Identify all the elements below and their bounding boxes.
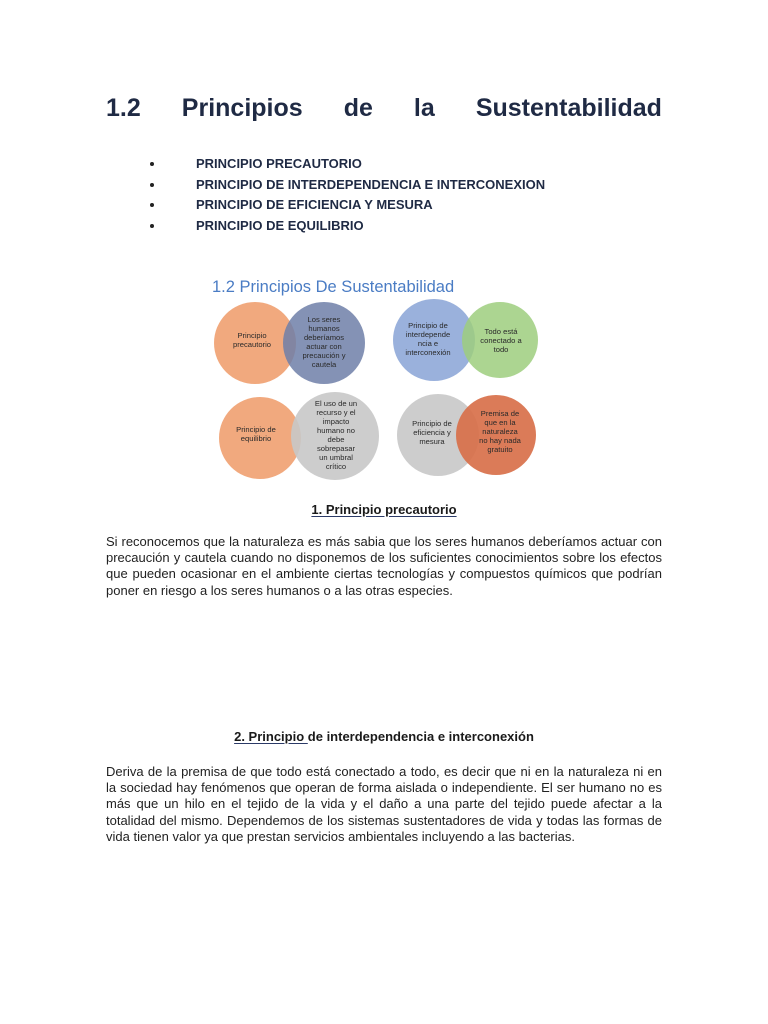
section-1-title-text: 1. Principio precautorio	[311, 502, 457, 517]
diagram-label-line: recurso y el	[316, 408, 356, 417]
bullet-icon	[150, 203, 154, 207]
diagram-label-line: actuar con	[306, 342, 342, 351]
diagram-label-line: El uso de un	[314, 399, 358, 408]
diagram-title: 1.2 Principios De Sustentabilidad	[212, 278, 455, 296]
diagram-label-line: interdepende	[405, 330, 451, 339]
title-word: de	[343, 94, 373, 122]
bullet-icon	[150, 183, 154, 187]
title-word: 1.2	[106, 94, 141, 122]
list-item	[150, 216, 545, 237]
list-item-text: PRINCIPIO DE EQUILIBRIO	[196, 217, 364, 233]
title-word: Principios	[181, 94, 303, 122]
principles-list	[150, 154, 545, 236]
list-item-text: PRINCIPIO PRECAUTORIO	[196, 156, 362, 171]
list-item-text: PRINCIPIO DE EFICIENCIA Y MESURA	[196, 197, 433, 212]
diagram-label-line: Principio de	[412, 419, 452, 428]
list-item	[150, 154, 545, 175]
diagram-label-line: gratuito	[487, 445, 513, 454]
diagram-label-line: todo	[493, 345, 509, 354]
diagram-label-line: que en la	[484, 418, 516, 427]
bullet-icon	[150, 224, 154, 228]
diagram-label-line: ncia e	[417, 339, 439, 348]
title-word: Sustentabilidad	[475, 94, 662, 122]
diagram-label-line: interconexión	[405, 348, 451, 357]
diagram-label-line: un umbral	[319, 453, 353, 462]
diagram-label-line: humanos	[308, 324, 340, 333]
diagram-label-line: Principio	[237, 331, 267, 340]
diagram-label-line: naturaleza	[482, 427, 518, 436]
diagram-label-line: Principio de	[236, 425, 276, 434]
diagram-label-line: conectado a	[480, 336, 522, 345]
page-title	[106, 88, 662, 128]
principles-diagram	[200, 268, 560, 488]
diagram-label-line: eficiencia y	[413, 428, 451, 437]
section-2-title-rest: de interdependencia e interconexión	[307, 729, 534, 744]
diagram-label-line: humano no	[317, 426, 355, 435]
diagram-label-line: impacto	[322, 417, 350, 426]
title-word: la	[413, 94, 435, 122]
section-2-paragraph: Deriva de la premisa de que todo está conectado a todo, es decir que ni en la naturaleza ni en la sociedad hay fenómenos que operan de forma aislada o independiente. El ser humano no es más que un hilo en el tejido de la vida y el daño a una parte del tejido puede afectar a la totalidad del mismo. Dependemos de los sistemas sustentadores de vida y todas las formas de vida tienen valor ya que prestan servicios ambientales incluyendo a las bacterias.	[106, 764, 662, 844]
list-item-text: PRINCIPIO DE INTERDEPENDENCIA E INTERCONEXION	[196, 176, 546, 192]
section-1-paragraph: Si reconocemos que la naturaleza es más sabia que los seres humanos deberíamos actuar con precaución y cautela cuando no disponemos de los suficientes conocimientos sobre los efectos que pueden ocasionar en el ambiente ciertas tecnologías y compuestos químicos que podrían poner en riesgo a los seres humanos o a las otras especies.	[106, 534, 662, 598]
diagram-canvas	[200, 268, 560, 488]
diagram-label-line: Los seres	[307, 315, 341, 324]
diagram-label-line: mesura	[419, 437, 445, 446]
diagram-label-line: cautela	[311, 360, 337, 369]
diagram-label-line: equilibrio	[240, 434, 272, 443]
section-1-title	[0, 502, 768, 517]
diagram-label-line: debe	[327, 435, 345, 444]
diagram-label-line: precautorio	[233, 340, 271, 349]
bullet-icon	[150, 162, 154, 166]
diagram-label-line: crítico	[325, 462, 347, 471]
diagram-label-line: no hay nada	[479, 436, 521, 445]
section-2-title	[0, 729, 768, 744]
diagram-label-line: precaución y	[302, 351, 346, 360]
diagram-label-line: Premisa de	[480, 409, 520, 418]
diagram-label-line: deberíamos	[303, 333, 345, 342]
diagram-label-line: Todo está	[484, 327, 518, 336]
list-item	[150, 175, 545, 196]
diagram-label-line: sobrepasar	[317, 444, 355, 453]
diagram-label-line: Principio de	[408, 321, 448, 330]
list-item	[150, 195, 545, 216]
section-2-title-underlined: 2. Principio	[234, 729, 308, 744]
